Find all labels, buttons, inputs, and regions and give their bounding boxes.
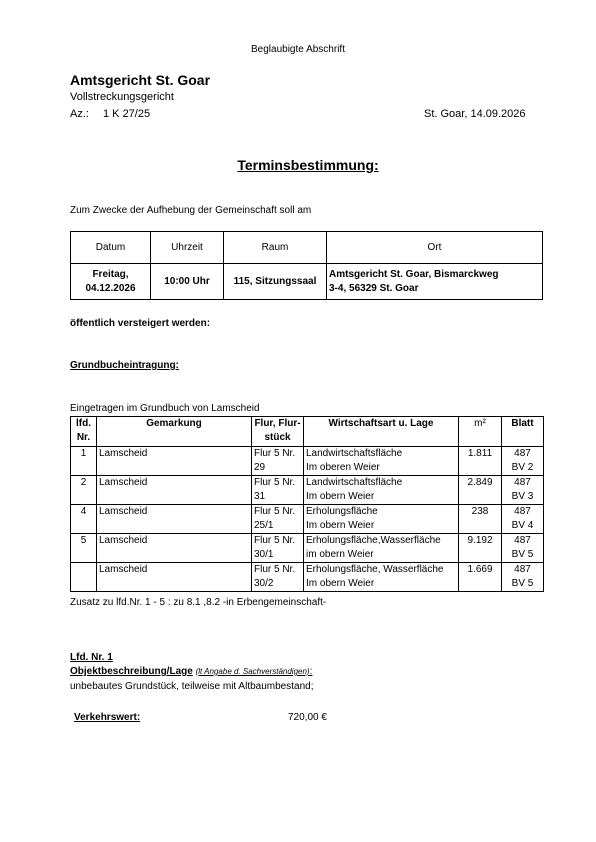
row-nr: 1	[71, 447, 97, 476]
row-blatt	[502, 476, 544, 505]
row-flur	[252, 447, 304, 476]
row-blatt-line2: BV 2	[511, 462, 534, 473]
row-blatt-line2: BV 5	[511, 578, 534, 589]
grundbuch-intro: Eingetragen im Grundbuch von Lamscheid	[70, 403, 260, 414]
row-wirtschaft	[304, 534, 459, 563]
grundbuch-heading: Grundbucheintragung:	[70, 360, 179, 371]
row-blatt-line2: BV 3	[511, 491, 534, 502]
az-value: 1 K 27/25	[103, 108, 151, 120]
header-flur	[252, 417, 304, 447]
row-flur-line1: Flur 5 Nr.	[254, 506, 296, 517]
header-m2: m²	[459, 417, 502, 447]
row-gemarkung: Lamscheid	[97, 476, 252, 505]
verkehrswert-label: Verkehrswert:	[74, 712, 141, 723]
header-lfd-line1: lfd.	[76, 418, 91, 429]
row-blatt	[502, 563, 544, 592]
row-art-line1: Erholungsfläche	[306, 506, 378, 517]
row-wirtschaft	[304, 476, 459, 505]
row-gemarkung: Lamscheid	[97, 534, 252, 563]
page-title: Terminsbestimmung:	[237, 157, 379, 173]
row-gemarkung: Lamscheid	[97, 563, 252, 592]
header-lfd-line2: Nr.	[76, 432, 91, 443]
header-ort: Ort	[327, 232, 543, 264]
table-row	[71, 563, 544, 592]
schedule-table	[70, 231, 543, 300]
row-blatt	[502, 447, 544, 476]
row-art-line1: Landwirtschaftsfläche	[306, 448, 403, 459]
row-flur-line2: 31	[254, 491, 266, 502]
schedule-time: 10:00 Uhr	[151, 264, 224, 300]
row-blatt-line2: BV 5	[511, 549, 534, 560]
row-wirtschaft	[304, 563, 459, 592]
row-art-line1: Erholungsfläche, Wasserfläche	[306, 564, 444, 575]
row-blatt-line1: 487	[514, 535, 531, 546]
row-wirtschaft	[304, 447, 459, 476]
row-blatt-line2: BV 4	[511, 520, 534, 531]
row-art-line2: Im obern Weier	[306, 491, 375, 502]
table-row	[71, 534, 544, 563]
az-label: Az.:	[70, 108, 89, 120]
header-datum: Datum	[71, 232, 151, 264]
zusatz-text: Zusatz zu lfd.Nr. 1 - 5 : zu 8.1 ,8.2 -in Erbengemeinschaft-	[70, 597, 327, 608]
row-flur-line2: 30/1	[254, 549, 274, 560]
row-m2: 9.192	[459, 534, 502, 563]
row-flur-line1: Flur 5 Nr.	[254, 535, 296, 546]
row-art-line2: im obern Weier	[306, 549, 374, 560]
header-uhrzeit: Uhrzeit	[151, 232, 224, 264]
grundbuch-table	[70, 416, 544, 592]
row-art-line2: Im obern Weier	[306, 578, 375, 589]
header-flur-line1: Flur, Flur-	[254, 418, 301, 429]
court-division: Vollstreckungsgericht	[70, 91, 174, 103]
row-blatt-line1: 487	[514, 448, 531, 459]
header-raum: Raum	[224, 232, 327, 264]
header-note: Beglaubigte Abschrift	[251, 44, 345, 55]
place-date: St. Goar, 14.09.2026	[424, 108, 526, 120]
row-nr	[71, 563, 97, 592]
row-nr: 5	[71, 534, 97, 563]
row-nr: 2	[71, 476, 97, 505]
header-blatt: Blatt	[502, 417, 544, 447]
objekt-note: (lt Angabe d. Sachverständigen)	[195, 667, 310, 676]
objekt-line	[70, 666, 312, 677]
row-blatt	[502, 505, 544, 534]
row-m2: 238	[459, 505, 502, 534]
objekt-text: unbebautes Grundstück, teilweise mit Altbaumbestand;	[70, 681, 314, 692]
row-nr: 4	[71, 505, 97, 534]
verkehrswert-value: 720,00 €	[288, 712, 327, 723]
table-row	[71, 505, 544, 534]
schedule-place-line1: Amtsgericht St. Goar, Bismarckweg	[329, 268, 499, 280]
row-wirtschaft	[304, 505, 459, 534]
schedule-place-line2: 3-4, 56329 St. Goar	[329, 282, 419, 294]
schedule-place	[327, 264, 543, 300]
header-lfd	[71, 417, 97, 447]
table-row	[71, 447, 544, 476]
schedule-room: 115, Sitzungssaal	[224, 264, 327, 300]
row-flur	[252, 563, 304, 592]
row-flur-line2: 29	[254, 462, 266, 473]
row-m2: 2.849	[459, 476, 502, 505]
row-gemarkung: Lamscheid	[97, 447, 252, 476]
row-art-line1: Landwirtschaftsfläche	[306, 477, 403, 488]
row-m2: 1.669	[459, 563, 502, 592]
table-row	[71, 476, 544, 505]
row-blatt	[502, 534, 544, 563]
lfd-heading: Lfd. Nr. 1	[70, 652, 113, 663]
row-art-line1: Erholungsfläche,Wasserfläche	[306, 535, 441, 546]
intro-text: Zum Zwecke der Aufhebung der Gemeinschaft soll am	[70, 205, 312, 216]
row-blatt-line1: 487	[514, 564, 531, 575]
header-flur-line2: stück	[264, 432, 291, 443]
row-art-line2: Im obern Weier	[306, 520, 375, 531]
row-gemarkung: Lamscheid	[97, 505, 252, 534]
row-flur	[252, 476, 304, 505]
row-flur	[252, 534, 304, 563]
row-blatt-line1: 487	[514, 477, 531, 488]
row-flur-line1: Flur 5 Nr.	[254, 564, 296, 575]
row-art-line2: Im oberen Weier	[306, 462, 380, 473]
row-flur	[252, 505, 304, 534]
header-wirtschaft: Wirtschaftsart u. Lage	[304, 417, 459, 447]
schedule-date-weekday: Freitag,	[92, 268, 129, 280]
row-flur-line1: Flur 5 Nr.	[254, 448, 296, 459]
row-flur-line1: Flur 5 Nr.	[254, 477, 296, 488]
row-flur-line2: 25/1	[254, 520, 274, 531]
row-blatt-line1: 487	[514, 506, 531, 517]
schedule-date	[71, 264, 151, 300]
row-m2: 1.811	[459, 447, 502, 476]
auction-text: öffentlich versteigert werden:	[70, 318, 211, 329]
header-gemarkung: Gemarkung	[97, 417, 252, 447]
schedule-date-value: 04.12.2026	[85, 282, 136, 294]
objekt-colon: :	[309, 666, 313, 677]
court-name: Amtsgericht St. Goar	[70, 72, 211, 88]
row-flur-line2: 30/2	[254, 578, 274, 589]
objekt-label: Objektbeschreibung/Lage	[70, 666, 193, 677]
